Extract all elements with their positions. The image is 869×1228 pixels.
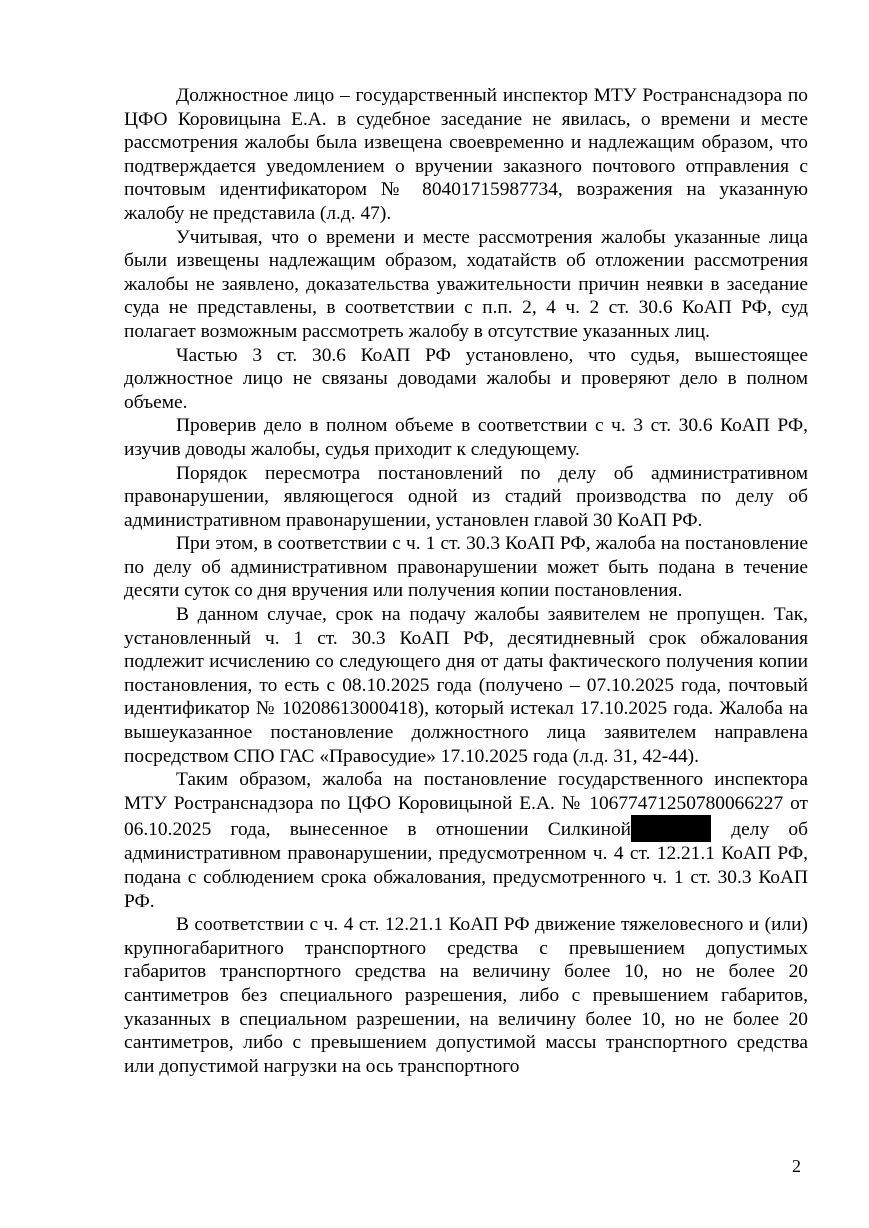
paragraph-2: Учитывая, что о времени и месте рассмотрения жалобы указанные лица были извещены надлежащим образом, ходатайств об отложении рассмотрения жалобы не заявлено, доказательства уважительности причин неявки в заседание суда не представлены, в соответствии с п.п. 2, 4 ч. 2 ст. 30.6 КоАП РФ, суд полагает возможным рассмотреть жалобу в отсутствие указанных лиц.: [124, 226, 808, 342]
paragraph-7: В данном случае, срок на подачу жалобы заявителем не пропущен. Так, установленный ч. 1 ст. 30.3 КоАП РФ, десятидневный срок обжалования подлежит исчислению со следующего дня от даты фактического получения копии постановления, то есть с 08.10.2025 года (получено – 07.10.2025 года, почтовый идентификатор № 10208613000418), который истекал 17.10.2025 года. Жалоба на вышеуказанное постановление должностного лица заявителем направлена посредством СПО ГАС «Правосудие» 17.10.2025 года (л.д. 31, 42-44).: [124, 604, 808, 767]
paragraph-9: В соответствии с ч. 4 ст. 12.21.1 КоАП РФ движение тяжеловесного и (или) крупногабаритного транспортного средства с превышением допустимых габаритов транспортного средства на величину более 10, но не более 20 сантиметров без специального разрешения, либо с превышением габаритов, указанных в специальном разрешении, на величину более 10, но не более 20 сантиметров, либо с превышением допустимой массы транспортного средства или допустимой нагрузки на ось транспортного: [124, 914, 808, 1077]
paragraph-1: Должностное лицо – государственный инспектор МТУ Ространснадзора по ЦФО Коровицына Е.А. в судебное заседание не явилась, о времени и месте рассмотрения жалобы была извещена своевременно и надлежащим образом, что подтверждается уведомлением о вручении заказного почтового отправления с почтовым идентификатором № 80401715987734, возражения на указанную жалобу не представила (л.д. 47).: [124, 85, 808, 224]
paragraph-3: Частью 3 ст. 30.6 КоАП РФ установлено, что судья, вышестоящее должностное лицо не связаны доводами жалобы и проверяют дело в полном объеме.: [124, 344, 808, 413]
paragraph-8-text-after: делу об административном правонарушении, предусмотренном ч. 4 ст. 12.21.1 КоАП РФ, подана с соблюдением срока обжалования, предусмотренного ч. 1 ст. 30.3 КоАП РФ.: [124, 819, 808, 912]
paragraph-5: Порядок пересмотра постановлений по делу об административном правонарушении, являющегося одной из стадий производства по делу об административном правонарушении, установлен главой 30 КоАП РФ.: [124, 462, 808, 531]
page-number: 2: [792, 1156, 801, 1176]
document-page: [124, 84, 808, 1078]
paragraph-4: Проверив дело в полном объеме в соответствии с ч. 3 ст. 30.6 КоАП РФ, изучив доводы жалобы, судья приходит к следующему.: [124, 415, 808, 460]
redaction-block: [631, 815, 711, 842]
paragraph-8-text-before: Таким образом, жалоба на постановление государственного инспектора МТУ Ространснадзора по ЦФО Коровицыной Е.А. № 10677471250780066227 от 06.10.2025 года, вынесенное в отношении Силкиной: [124, 769, 808, 841]
paragraph-6: При этом, в соответствии с ч. 1 ст. 30.3 КоАП РФ, жалоба на постановление по делу об административном правонарушении может быть подана в течение десяти суток со дня вручения или получения копии постановления.: [124, 533, 808, 602]
paragraph-8-redacted: [124, 768, 808, 913]
